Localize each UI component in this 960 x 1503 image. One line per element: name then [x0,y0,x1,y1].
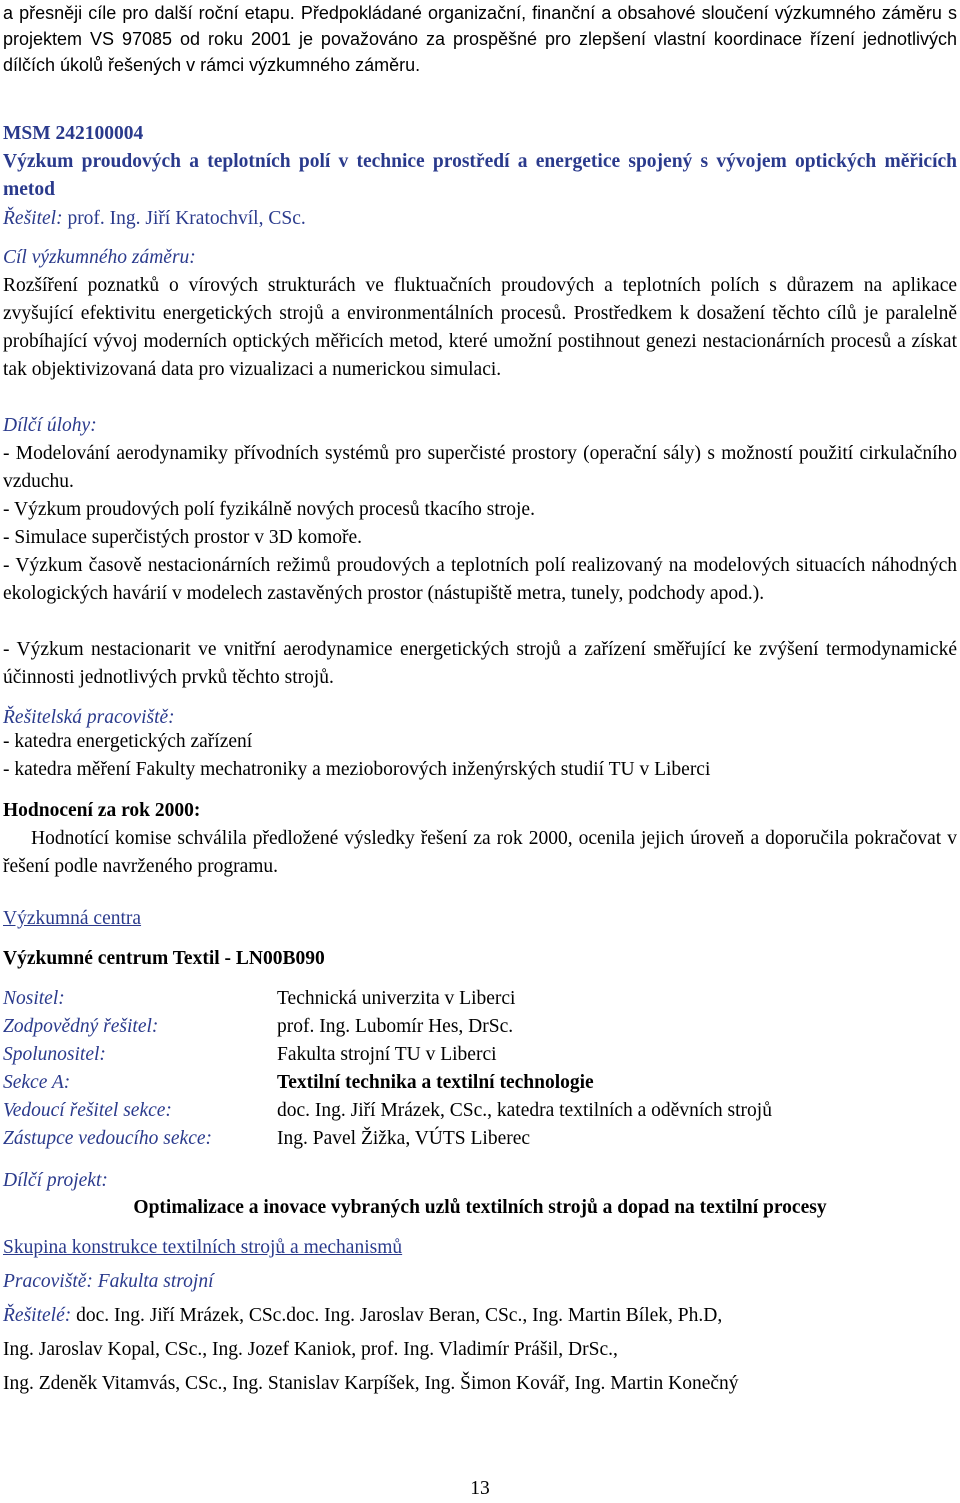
tasks-label: Dílčí úlohy: [3,415,97,436]
workplace-item: - katedra energetických zařízení [3,731,253,752]
solvers-names: doc. Ing. Jiří Mrázek, CSc.doc. Ing. Jaroslav Beran, CSc., Ing. Martin Bílek, Ph.D, [76,1305,723,1326]
goal-text: Rozšíření poznatků o vírových strukturách ve fluktuačních proudových a teplotních polích s důrazem na aplikace zvyšující efektivitu energetických strojů a environmentálních procesů. Prostředkem k dosažení těchto cílů je paralelně probíhající vývoj moderních optických měřicích metod, které umožní postihnout genezi nestacionárních procesů a získat tak objektivizovaná data pro vizualizaci a numerickou simulaci. [3,275,957,380]
subproject-label: Dílčí projekt: [3,1170,108,1191]
subproject-title: Optimalizace a inovace vybraných uzlů textilních strojů a dopad na textilní procesy [133,1197,827,1218]
solvers-label: Řešitelé: [3,1305,72,1326]
workplace-item: - katedra měření Fakulty mechatroniky a mezioborových inženýrských studií TU v Liberci [3,759,711,780]
field-value: doc. Ing. Jiří Mrázek, CSc., katedra textilních a oděvních strojů [277,1100,772,1121]
evaluation-text: Hodnotící komise schválila předložené výsledky řešení za rok 2000, ocenila jejich úroveň a doporučila pokračovat v řešení podle navrženého programu. [3,828,957,877]
field-value: Technická univerzita v Liberci [277,988,516,1009]
task-item: - Simulace superčistých prostor v 3D komoře. [3,527,363,548]
task-item: - Modelování aerodynamiky přívodních systémů pro superčisté prostory (operační sály) s možností použití cirkulačního vzduchu. [3,443,957,492]
project-solver [3,205,957,233]
field-value: prof. Ing. Lubomír Hes, DrSc. [277,1016,514,1037]
field-label: Zodpovědný řešitel: [3,1016,159,1037]
field-label: Vedoucí řešitel sekce: [3,1100,172,1121]
centers-heading: Výzkumná centra [3,908,142,929]
field-label: Sekce A: [3,1072,71,1093]
project-title: Výzkum proudových a teplotních polí v technice prostředí a energetice spojený s vývojem optických měřicích metod [3,151,957,200]
workplace-line: Pracoviště: Fakulta strojní [3,1271,214,1292]
center-title: Výzkumné centrum Textil - LN00B090 [3,948,325,969]
page-number: 13 [470,1478,490,1499]
field-label: Spolunositel: [3,1044,106,1065]
solvers-line [3,1302,957,1330]
intro-paragraph: a přesněji cíle pro další roční etapu. Předpokládané organizační, finanční a obsahové sloučení výzkumného záměru s projektem VS 97085 od roku 2001 je považováno za prospěšné pro zlepšení vlastní koordinace řízení jednotlivých dílčích úkolů řešených v rámci výzkumného záměru. [3,3,957,75]
group-title: Skupina konstrukce textilních strojů a mechanismů [3,1237,403,1258]
task-item: - Výzkum nestacionarit ve vnitřní aerodynamice energetických strojů a zařízení směřující ke zvýšení termodynamické účinnosti jednotlivých prvků těchto strojů. [3,639,957,688]
task-item: - Výzkum časově nestacionárních režimů proudových a teplotních polí realizovaný na modelových situacích náhodných ekologických havárií v modelech zastavěných prostor (nástupiště metra, tunely, podchody apod.). [3,555,957,604]
field-label: Zástupce vedoucího sekce: [3,1128,212,1149]
field-label: Nositel: [3,988,65,1009]
task-item: - Výzkum proudových polí fyzikálně nových procesů tkacího stroje. [3,499,535,520]
workplaces-label: Řešitelská pracoviště: [3,707,175,728]
solvers-line: Ing. Jaroslav Kopal, CSc., Ing. Jozef Kaniok, prof. Ing. Vladimír Prášil, DrSc., [3,1339,618,1360]
field-value: Ing. Pavel Žižka, VÚTS Liberec [277,1128,531,1149]
evaluation-heading: Hodnocení za rok 2000: [3,800,201,821]
field-value: Fakulta strojní TU v Liberci [277,1044,497,1065]
project-code: MSM 242100004 [3,123,144,144]
solvers-line: Ing. Zdeněk Vitamvás, CSc., Ing. Stanislav Karpíšek, Ing. Šimon Kovář, Ing. Martin Konečný [3,1373,739,1394]
goal-label: Cíl výzkumného záměru: [3,247,196,268]
field-value: Textilní technika a textilní technologie [277,1072,594,1093]
solver-name: prof. Ing. Jiří Kratochvíl, CSc. [67,208,306,229]
solver-label: Řešitel: [3,208,63,229]
